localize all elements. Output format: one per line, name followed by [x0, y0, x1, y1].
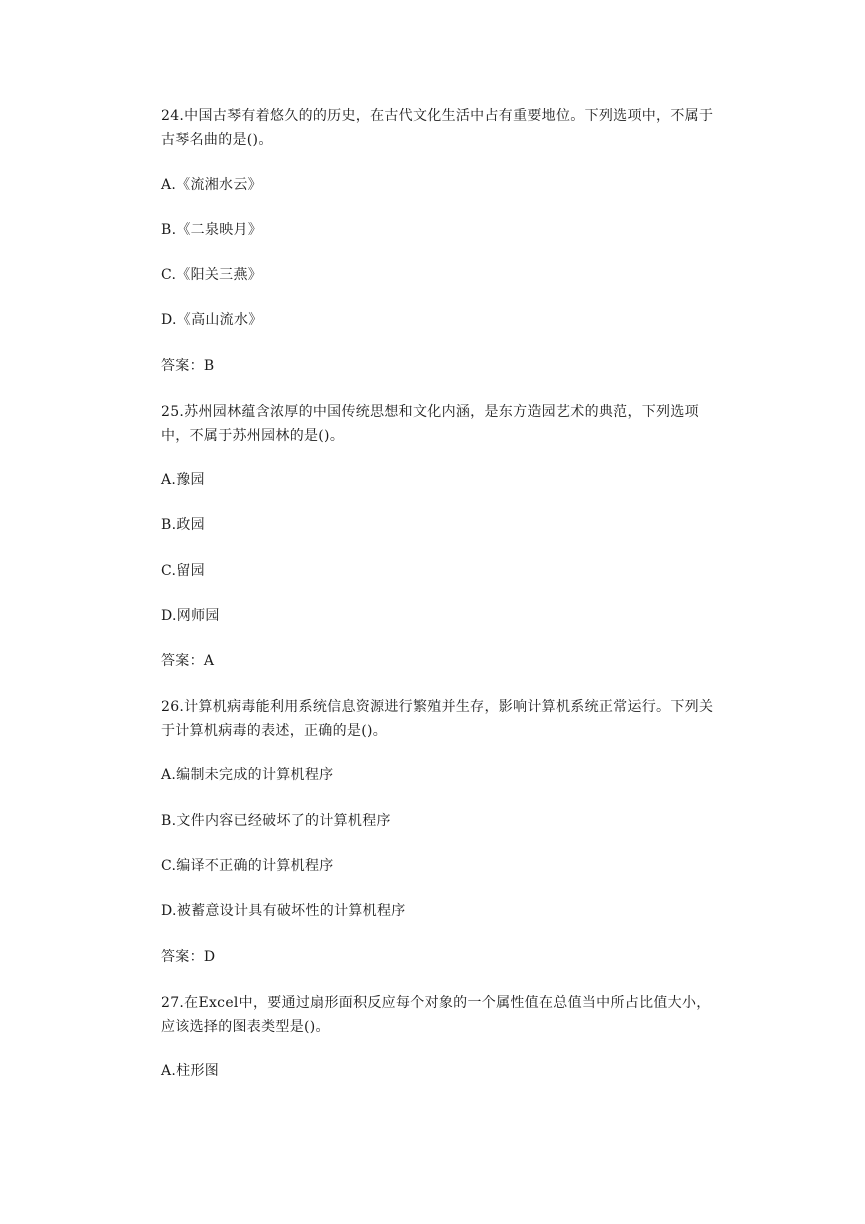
question-26-option-d: D.被蓄意设计具有破坏性的计算机程序 [161, 903, 406, 919]
question-26-option-c: C.编译不正确的计算机程序 [161, 858, 334, 874]
question-25-option-b: B.政园 [161, 517, 205, 533]
question-27-stem: 27.在Excel中，要通过扇形面积反应每个对象的一个属性值在总值当中所占比值大小，应该选择的图表类型是()。 [161, 995, 711, 1035]
question-25-stem: 25.苏州园林蕴含浓厚的中国传统思想和文化内涵，是东方造园艺术的典范，下列选项中，不属于苏州园林的是()。 [161, 404, 699, 444]
question-25-option-a: A.豫园 [161, 472, 205, 488]
question-25-option-d: D.网师园 [161, 608, 220, 624]
question-26-option-b: B.文件内容已经破坏了的计算机程序 [161, 813, 391, 829]
question-24-option-a: A.《流湘水云》 [161, 177, 262, 193]
question-24-option-d: D.《高山流水》 [161, 312, 263, 328]
question-26-answer: 答案：D [161, 949, 216, 965]
question-24-stem: 24.中国古琴有着悠久的的历史，在古代文化生活中占有重要地位。下列选项中，不属于古琴名曲的是()。 [161, 108, 714, 148]
question-27-option-a: A.柱形图 [161, 1063, 220, 1079]
question-26-option-a: A.编制未完成的计算机程序 [161, 767, 334, 783]
question-25-answer: 答案：A [161, 653, 215, 669]
question-25-option-c: C.留园 [161, 563, 205, 579]
question-24-option-b: B.《二泉映月》 [161, 222, 263, 238]
question-24-answer: 答案：B [161, 358, 215, 374]
question-26-stem: 26.计算机病毒能利用系统信息资源进行繁殖并生存，影响计算机系统正常运行。下列关于计算机病毒的表述，正确的是()。 [161, 699, 714, 739]
question-24-option-c: C.《阳关三燕》 [161, 267, 263, 283]
